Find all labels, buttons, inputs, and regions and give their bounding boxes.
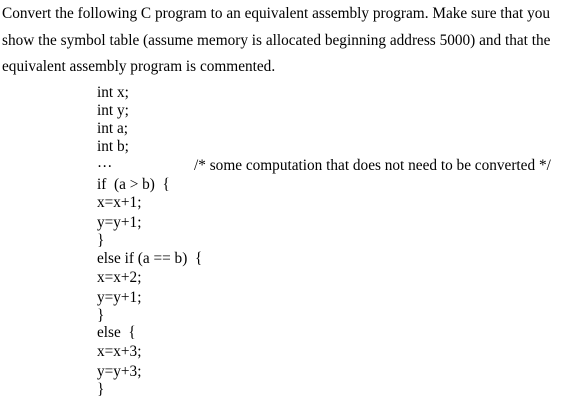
instruction-line: Convert the following C program to an equivalent assembly program. Make sure that you: [2, 5, 551, 22]
code-line: y=y+3;: [97, 363, 142, 380]
code-line: int y;: [97, 102, 129, 119]
code-line: …: [97, 154, 113, 171]
code-line: }: [97, 381, 105, 398]
code-line: if (a > b) {: [97, 176, 170, 193]
code-line: int a;: [97, 120, 129, 137]
code-line: y=y+1;: [97, 289, 142, 306]
instruction-line: equivalent assembly program is commented.: [2, 58, 276, 75]
instruction-line: show the symbol table (assume memory is allocated beginning address 5000) and that the: [2, 31, 551, 49]
code-line: int x;: [97, 84, 129, 101]
code-line: x=x+2;: [97, 269, 142, 286]
code-line: int b;: [97, 138, 129, 155]
code-line: else {: [97, 324, 136, 341]
code-line: x=x+3;: [97, 343, 142, 360]
code-line: }: [97, 232, 105, 249]
code-comment: /* some computation that does not need to be converted */: [194, 157, 551, 174]
code-line: }: [97, 307, 105, 324]
code-line: x=x+1;: [97, 194, 142, 211]
code-line: y=y+1;: [97, 214, 142, 231]
problem-instructions: [2, 1, 585, 81]
code-line: else if (a == b) {: [97, 250, 203, 267]
